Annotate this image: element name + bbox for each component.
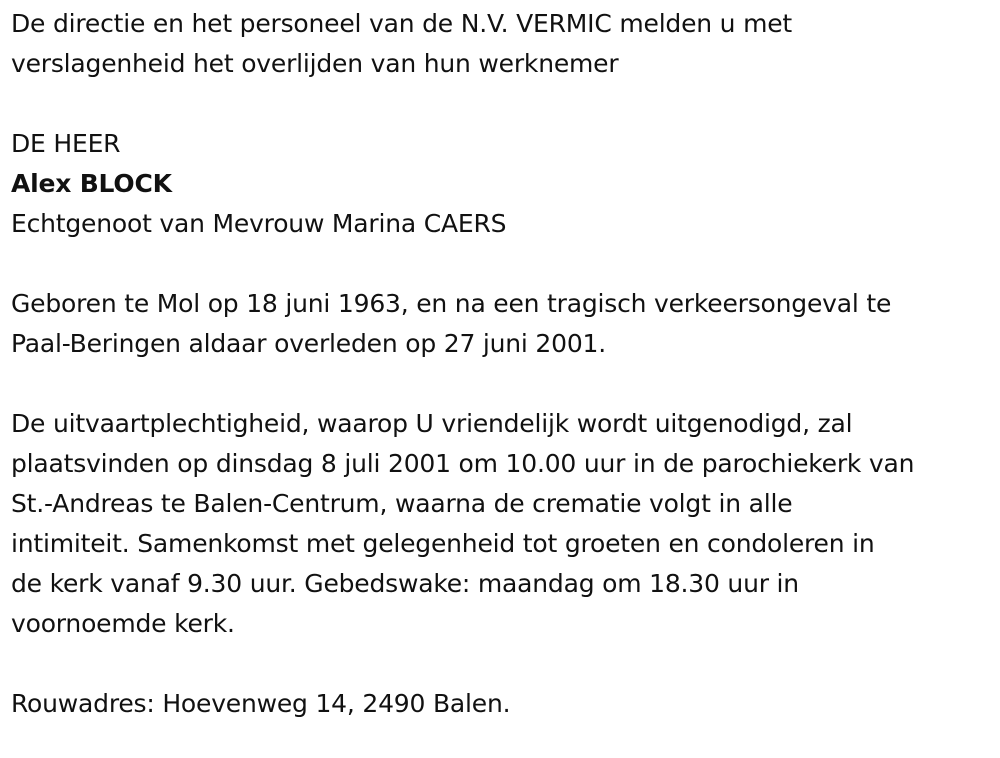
spouse-line: Echtgenoot van Mevrouw Marina CAERS	[11, 209, 507, 238]
honorific-title: DE HEER	[11, 129, 121, 158]
paragraph-gap	[11, 244, 991, 284]
intro-line: verslagenheid het overlijden van hun werknemer	[11, 49, 619, 78]
ceremony-line: voornoemde kerk.	[11, 609, 235, 638]
ceremony-line: intimiteit. Samenkomst met gelegenheid tot groeten en condoleren in	[11, 529, 875, 558]
paragraph-gap	[11, 84, 991, 124]
paragraph-gap	[11, 364, 991, 404]
birth-death-line: Geboren te Mol op 18 juni 1963, en na een tragisch verkeersongeval te	[11, 289, 892, 318]
obituary-document	[11, 4, 991, 724]
ceremony-line: plaatsvinden op dinsdag 8 juli 2001 om 10.00 uur in de parochiekerk van	[11, 449, 915, 478]
ceremony-line: St.-Andreas te Balen-Centrum, waarna de crematie volgt in alle	[11, 489, 793, 518]
mourning-address: Rouwadres: Hoevenweg 14, 2490 Balen.	[11, 689, 511, 718]
birth-death-line: Paal-Beringen aldaar overleden op 27 juni 2001.	[11, 329, 606, 358]
ceremony-line: De uitvaartplechtigheid, waarop U vriendelijk wordt uitgenodigd, zal	[11, 409, 853, 438]
intro-line: De directie en het personeel van de N.V. VERMIC melden u met	[11, 9, 793, 38]
ceremony-line: de kerk vanaf 9.30 uur. Gebedswake: maandag om 18.30 uur in	[11, 569, 799, 598]
paragraph-gap	[11, 644, 991, 684]
deceased-name: Alex BLOCK	[11, 169, 172, 198]
